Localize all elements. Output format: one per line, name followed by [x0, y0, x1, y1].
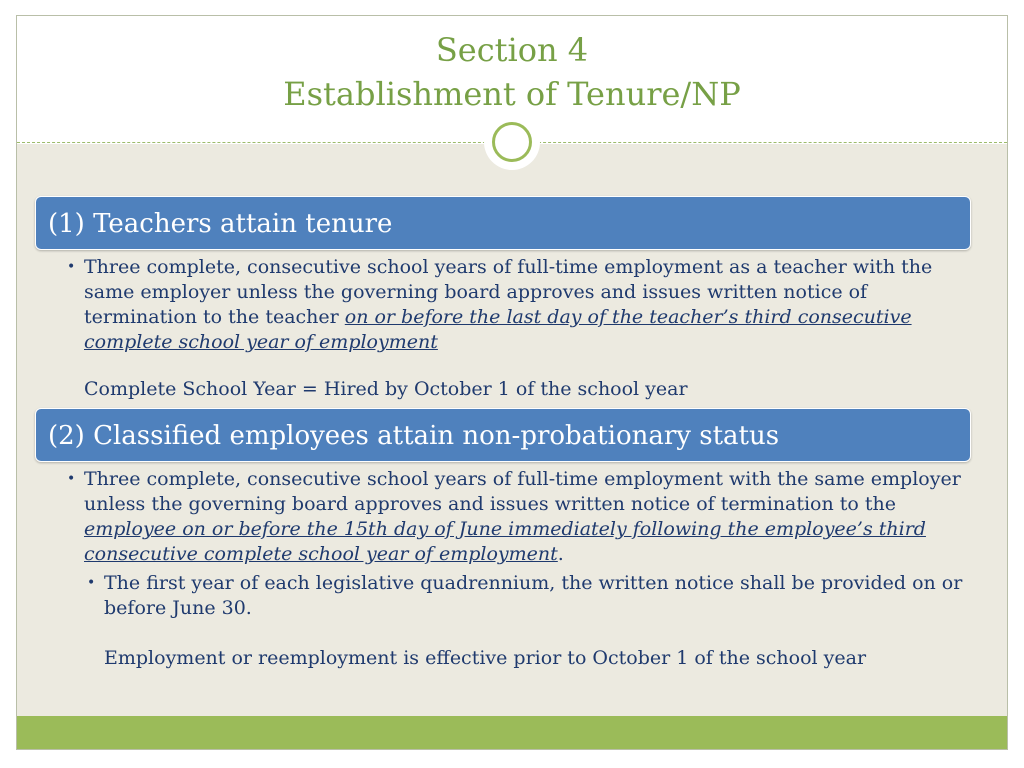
section-header-classified: (2) Classified employees attain non-probationary status [35, 408, 971, 462]
bullet-text: Three complete, consecutive school years of full-time employment with the same employer unless the governing board approves and issues written notice of termination to the [84, 468, 961, 515]
ring-icon [492, 122, 532, 162]
slide-title-line-2: Establishment of Tenure/NP [283, 75, 741, 113]
bullet-classified [67, 467, 964, 567]
bullet-icon: • [67, 471, 76, 487]
bullet-icon: • [87, 575, 96, 591]
circle-ornament-icon [484, 114, 540, 170]
bullet-text: Three complete, consecutive school years of full-time employment as a teacher with the same employer unless the governing board approves and issues written notice of termination to the teacher [84, 256, 933, 328]
sub-bullet-text: The first year of each legislative quadrennium, the written notice shall be provided on or before June 30. [104, 572, 963, 619]
bullet-teachers [67, 255, 962, 355]
note-employment-effective: Employment or reemployment is effective prior to October 1 of the school year [104, 647, 867, 669]
bullet-icon: • [67, 259, 76, 275]
bullet-emphasis: on or before the last day of the teacher’s third consecutive complete school year of employment [84, 306, 912, 353]
footer-bar [17, 716, 1007, 749]
bullet-text-end: . [557, 543, 564, 565]
slide [16, 15, 1008, 750]
note-complete-school-year: Complete School Year = Hired by October 1 of the school year [84, 378, 688, 400]
sub-bullet-quadrennium [87, 571, 964, 621]
bullet-emphasis: employee on or before the 15th day of June immediately following the employee’s third consecutive complete school year of employment [84, 518, 926, 565]
slide-title-line-1: Section 4 [435, 31, 589, 69]
section-header-teachers: (1) Teachers attain tenure [35, 196, 971, 250]
